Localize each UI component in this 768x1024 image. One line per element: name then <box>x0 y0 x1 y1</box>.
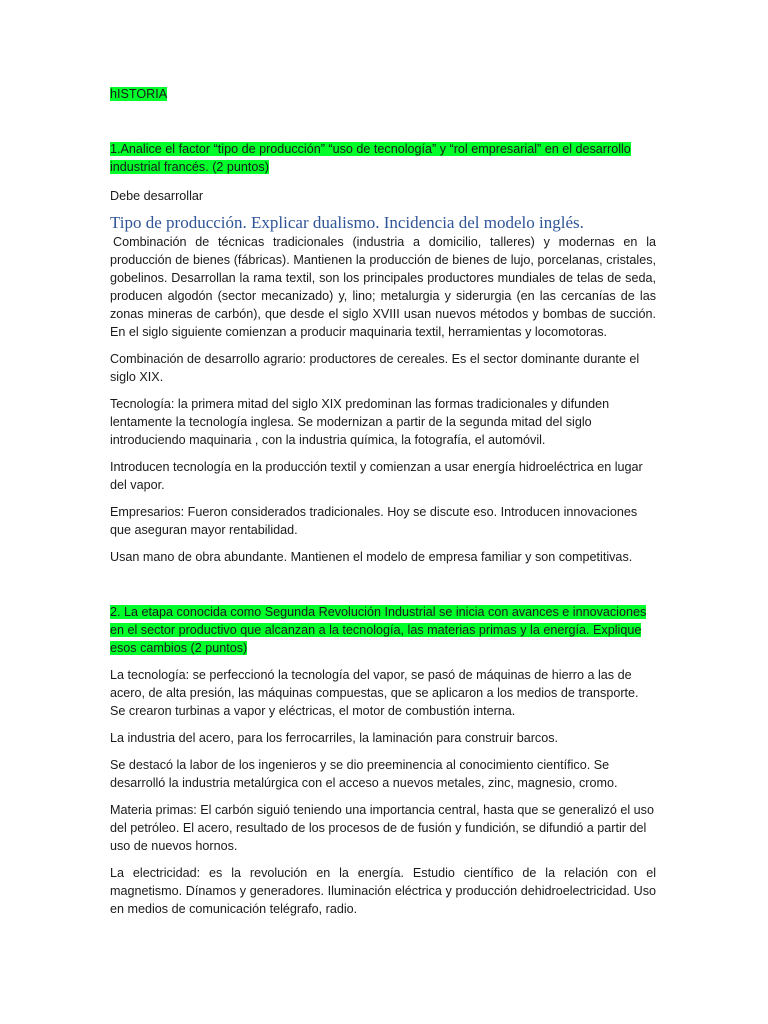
answer-2-paragraph: La tecnología: se perfeccionó la tecnología del vapor, se pasó de máquinas de hierro a las de acero, de alta presión, las máquinas compuestas, que se aplicaron a los medios de transporte. Se crearon turbinas a vapor y eléctricas, el motor de combustión interna. <box>110 668 639 718</box>
document-page <box>110 85 656 918</box>
question-2 <box>110 603 656 657</box>
answer-1-paragraph: Combinación de desarrollo agrario: productores de cereales. Es el sector dominante durante el siglo XIX. <box>110 352 640 384</box>
instruction-text: Debe desarrollar <box>110 189 204 203</box>
answer-2-paragraph: La electricidad: es la revolución en la energía. Estudio científico de la relación con el magnetismo. Dínamos y generadores. Iluminación eléctrica y producción dehidroelectricidad. Uso en medios de comunicación telégrafo, radio. <box>110 866 656 916</box>
answer-2-paragraph: Se destacó la labor de los ingenieros y se dio preeminencia al conocimiento científico. Se desarrolló la industria metalúrgica con el acceso a nuevos metales, zinc, magnesio, cromo. <box>110 758 618 790</box>
section-subheading: Tipo de producción. Explicar dualismo. Incidencia del modelo inglés. <box>110 213 584 232</box>
document-title <box>110 85 656 103</box>
answer-2-paragraph: Materia primas: El carbón siguió teniendo una importancia central, hasta que se generalizó el uso del petróleo. El acero, resultado de los procesos de de fusión y fundición, se difundió a partir del uso de nuevos hornos. <box>110 803 654 853</box>
answer-1-paragraph: Usan mano de obra abundante. Mantienen el modelo de empresa familiar y son competitivas. <box>110 550 633 564</box>
answer-2-paragraph: La industria del acero, para los ferrocarriles, la laminación para construir barcos. <box>110 731 558 745</box>
answer-1-paragraph: Combinación de técnicas tradicionales (industria a domicilio, talleres) y modernas en la producción de bienes (fábricas). Mantienen la producción de bienes de lujo, porcelanas, cristales, gobelinos. Desarrollan la rama textil, son los principales productores mundiales de telas de seda, producen algodón (sector mecanizado) y, lino; metalurgia y siderurgia (en las cercanías de las zonas mineras de carbón), que desde el siglo XVIII usan nuevos métodos y bombas de succión. En el siglo siguiente comienzan a producir maquinaria textil, herramientas y locomotoras. <box>110 235 656 339</box>
question-1-highlight: 1.Analice el factor “tipo de producción” “uso de tecnología” y “rol empresarial” en el desarrollo industrial francés. (2 puntos) <box>110 142 631 174</box>
answer-1-paragraph: Tecnología: la primera mitad del siglo XIX predominan las formas tradicionales y difunden lentamente la tecnología inglesa. Se modernizan a partir de la segunda mitad del siglo introduciendo maquinaria , con la industria química, la fotografía, el automóvil. <box>110 397 610 447</box>
answer-1-paragraph: Introducen tecnología en la producción textil y comienzan a usar energía hidroeléctrica en lugar del vapor. <box>110 460 643 492</box>
title-highlight: hISTORIA <box>110 87 168 101</box>
answer-1-paragraph: Empresarios: Fueron considerados tradicionales. Hoy se discute eso. Introducen innovaciones que aseguran mayor rentabilidad. <box>110 505 638 537</box>
question-2-highlight: 2. La etapa conocida como Segunda Revolución Industrial se inicia con avances e innovaciones en el sector productivo que alcanzan a la tecnología, las materias primas y la energía. Explique esos cambios (2 puntos) <box>110 605 647 655</box>
question-1 <box>110 140 656 176</box>
